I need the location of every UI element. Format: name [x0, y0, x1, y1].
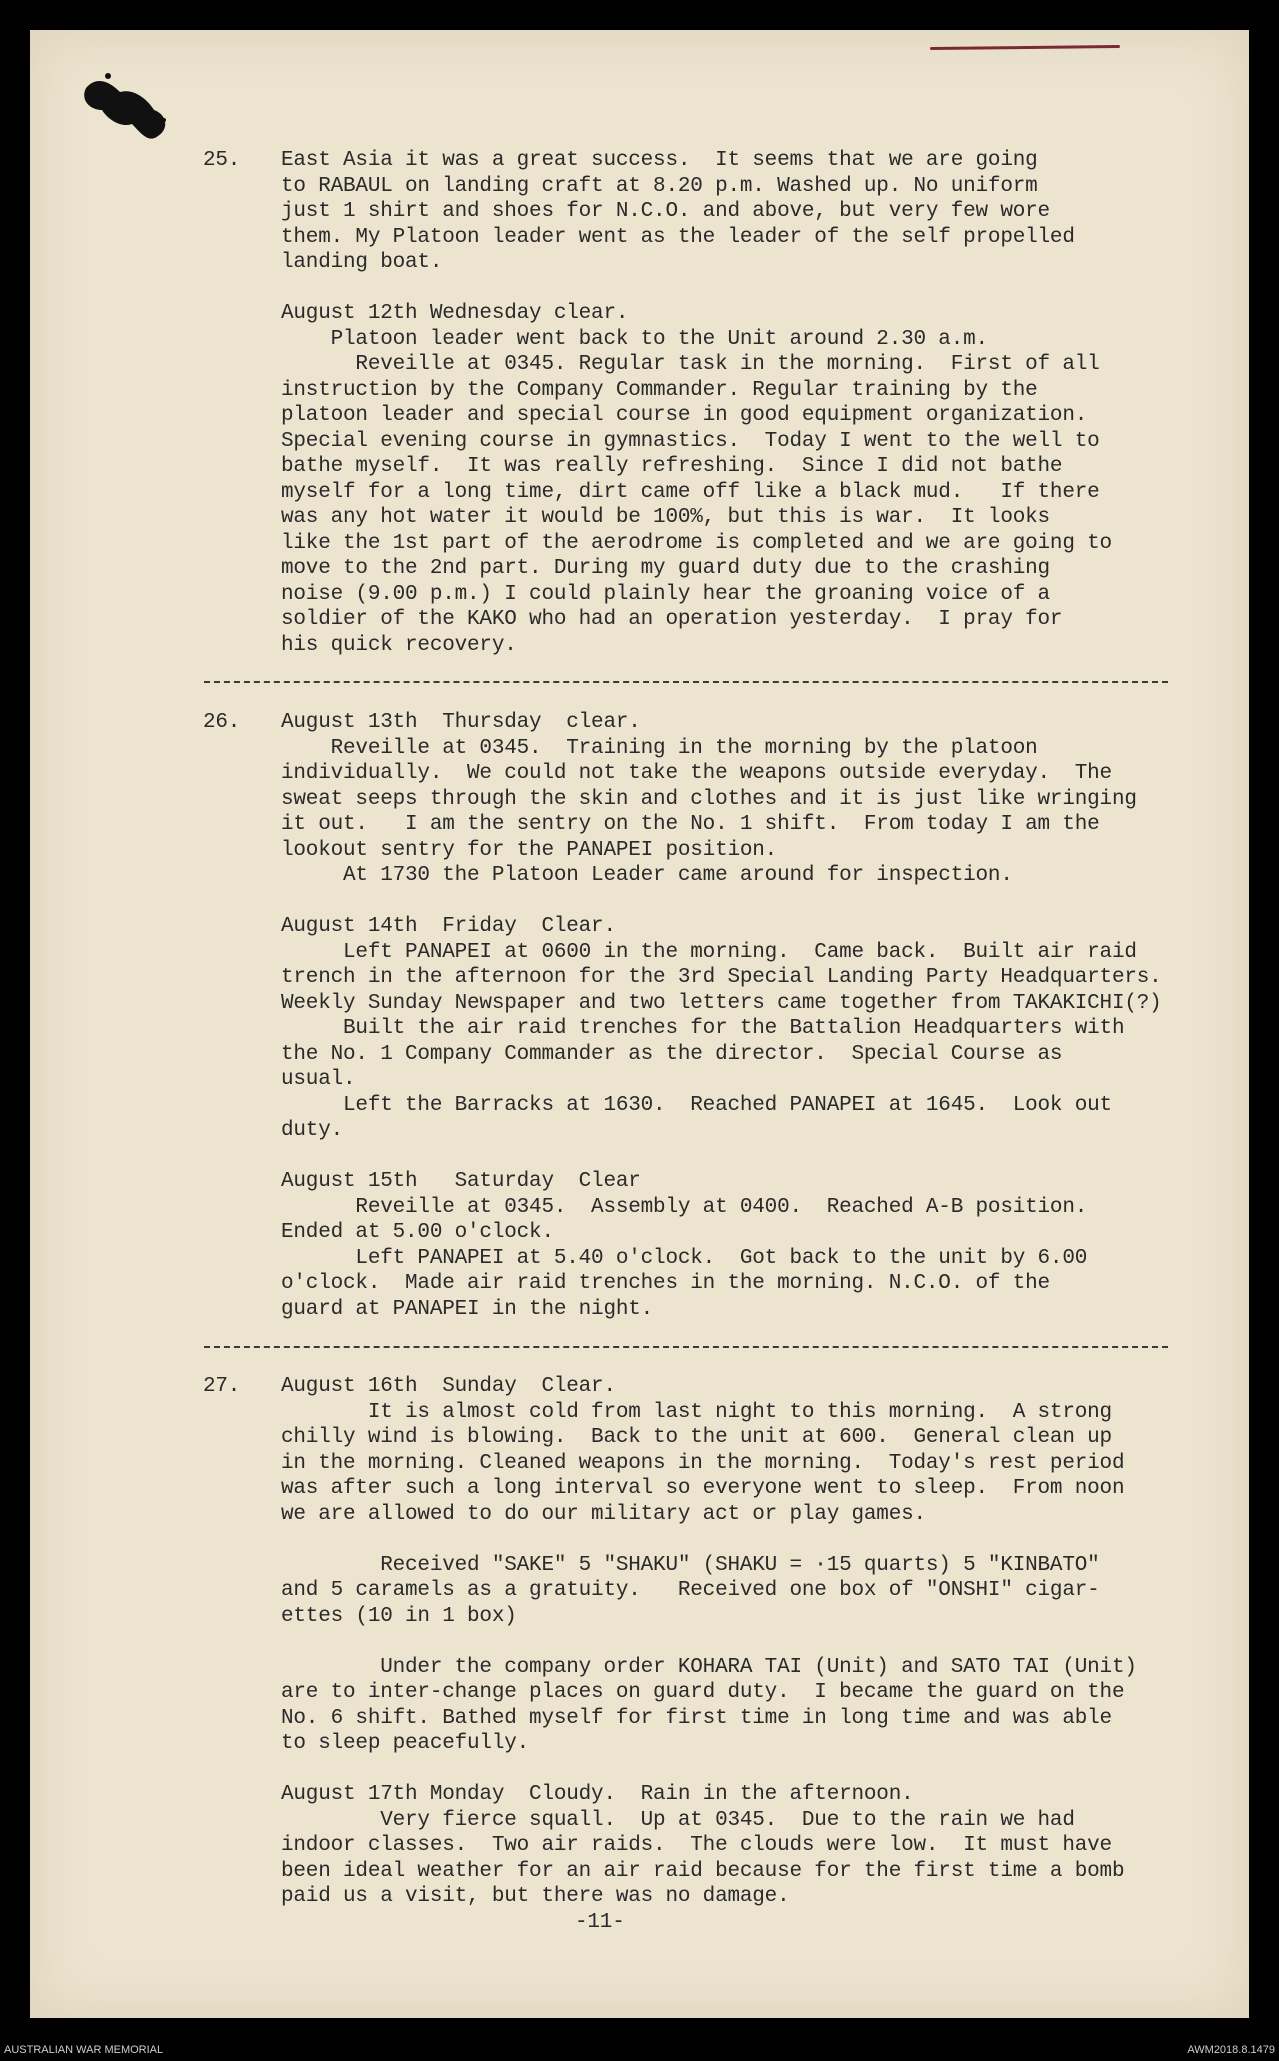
- footer-reference: AWM2018.8.1479: [1187, 2044, 1275, 2056]
- entry-text: East Asia it was a great success. It seems that we are going to RABAUL on landing craft at 8.20 p.m. Washed up. No uniform just 1 shirt and shoes for N.C.O. and above, but very few wore them. My Platoon leader went as the leader of the self propelled landing boat. August 12th Wednesday clear. Platoon leader went back to the Unit around 2.30 a.m. Reveille at 0345. Regular task in the morning. First of all instruction by the Company Commander. Regular training by the platoon leader and special course in good equipment organization. Special evening course in gymnastics. Today I went to the well to bathe myself. It was really refreshing. Since I did not bathe myself for a long time, dirt came off like a black mud. If there was any hot water it would be 100%, but this is war. It looks like the 1st part of the aerodrome is completed and we are going to move to the 2nd part. During my guard duty due to the crashing noise (9.00 p.m.) I could plainly hear the groaning voice of a soldier of the KAKO who had an operation yesterday. I pray for his quick recovery.: [281, 149, 1112, 657]
- entry-number: 27.: [203, 1375, 241, 1398]
- page-number: -11-: [575, 1911, 625, 1934]
- section-divider: [204, 1346, 1168, 1348]
- footer-credit: AUSTRALIAN WAR MEMORIAL: [4, 2044, 164, 2056]
- entry-text: August 13th Thursday clear. Reveille at 0345. Training in the morning by the platoon individually. We could not take the weapons outside everyday. The sweat seeps through the skin and clothes and it is just like wringing it out. I am the sentry on the No. 1 shift. From today I am the lookout sentry for the PANAPEI position. At 1730 the Platoon Leader came around for inspection. August 14th Friday Clear. Left PANAPEI at 0600 in the morning. Came back. Built air raid trench in the afternoon for the 3rd Special Landing Party Headquarters. Weekly Sunday Newspaper and two letters came together from TAKAKICHI(?) Built the air raid trenches for the Battalion Headquarters with the No. 1 Company Commander as the director. Special Course as usual. Left the Barracks at 1630. Reached PANAPEI at 1645. Look out duty. August 15th Saturday Clear Reveille at 0345. Assembly at 0400. Reached A-B position. Ended at 5.00 o'clock. Left PANAPEI at 5.40 o'clock. Got back to the unit by 6.00 o'clock. Made air raid trenches in the morning. N.C.O. of the guard at PANAPEI in the night.: [281, 711, 1162, 1321]
- entry-number: 25.: [203, 149, 241, 172]
- entry-text: August 16th Sunday Clear. It is almost cold from last night to this morning. A strong chilly wind is blowing. Back to the unit at 600. General clean up in the morning. Cleaned weapons in the morning. Today's rest period was after such a long interval so everyone went to sleep. From noon we are allowed to do our military act or play games. Received "SAKE" 5 "SHAKU" (SHAKU = ·15 quarts) 5 "KINBATO" and 5 caramels as a gratuity. Received one box of "ONSHI" cigar- ettes (10 in 1 box) Under the company order KOHARA TAI (Unit) and SATO TAI (Unit) are to inter-change places on guard duty. I became the guard on the No. 6 shift. Bathed myself for first time in long time and was able to sleep peacefully. August 17th Monday Cloudy. Rain in the afternoon. Very fierce squall. Up at 0345. Due to the rain we had indoor classes. Two air raids. The clouds were low. It must have been ideal weather for an air raid because for the first time a bomb paid us a visit, but there was no damage.: [281, 1375, 1137, 1908]
- ink-stain: [78, 70, 174, 146]
- entry-number: 26.: [203, 711, 241, 734]
- section-divider: [204, 681, 1168, 683]
